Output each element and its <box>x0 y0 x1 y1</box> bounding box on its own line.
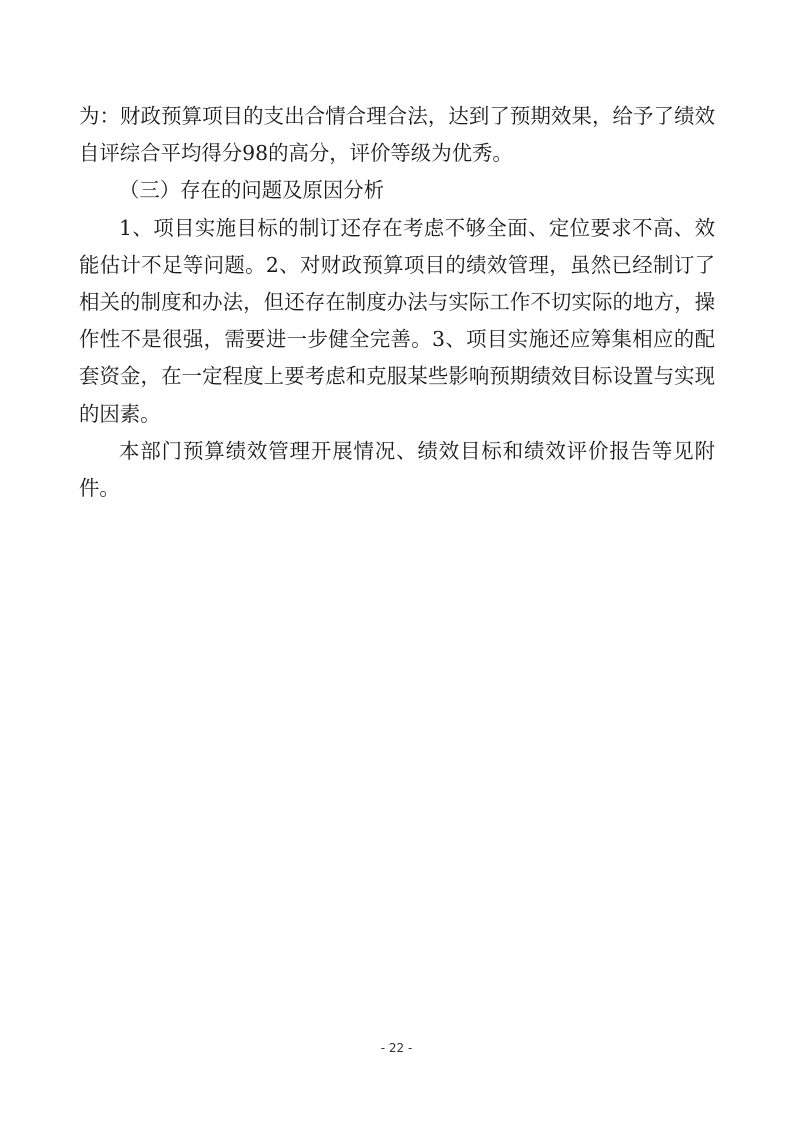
document-body <box>79 98 715 507</box>
paragraph-problems: 1、项目实施目标的制订还存在考虑不够全面、定位要求不高、效能估计不足等问题。2、对财政预算项目的绩效管理，虽然已经制订了相关的制度和办法，但还存在制度办法与实际工作不切实际的地方，操作性不是很强，需要进一步健全完善。3、项目实施还应筹集相应的配套资金，在一定程度上要考虑和克服某些影响预期绩效目标设置与实现的因素。 <box>79 215 715 426</box>
paragraph-conclusion: 为：财政预算项目的支出合情合理合法，达到了预期效果，给予了绩效自评综合平均得分98的高分，评价等级为优秀。 <box>79 104 715 166</box>
paragraph-attachment-note: 本部门预算绩效管理开展情况、绩效目标和绩效评价报告等见附件。 <box>79 438 715 501</box>
page-number: - 22 - <box>380 1041 413 1055</box>
section-heading-problems: （三）存在的问题及原因分析 <box>119 178 385 203</box>
